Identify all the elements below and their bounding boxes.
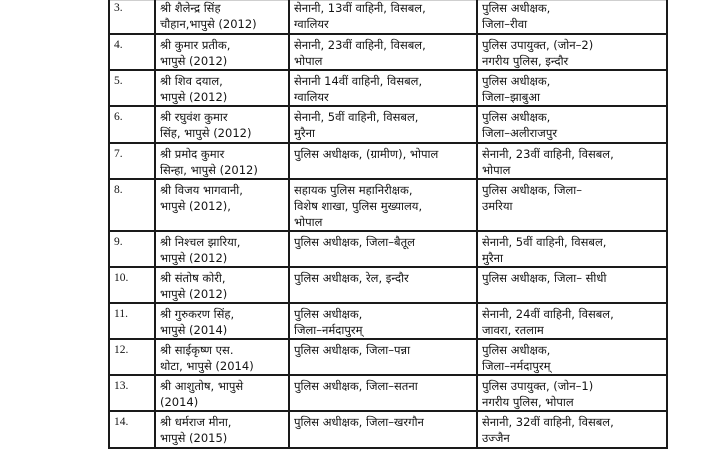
table-row: [109, 106, 667, 143]
current-posting-cell: [289, 267, 477, 303]
officer-name-line: चौहान,भापुसे (2012): [160, 17, 257, 31]
current-posting-line: पुलिस अधीक्षक, जिला–खरगौन: [294, 415, 424, 429]
officer-name-line: सिन्हा, भापुसे (2012): [160, 163, 258, 177]
new-posting-line: सेनानी, 5वीं वाहिनी, विसबल,: [482, 235, 607, 249]
officer-name-line: भापुसे (2012): [160, 90, 228, 104]
new-posting-line: जावरा, रतलाम: [482, 323, 544, 337]
new-posting-line: उज्जैन: [482, 431, 510, 445]
new-posting-line: जिला–अलीराजपुर: [482, 126, 558, 140]
serial-number: 8.: [109, 179, 155, 231]
new-posting-cell: [477, 411, 667, 448]
serial-number: 10.: [109, 267, 155, 303]
new-posting-line: उमरिया: [482, 199, 513, 213]
officer-name-line: श्री रघुवंश कुमार: [160, 110, 228, 124]
new-posting-line: मुरैना: [482, 251, 503, 265]
current-posting-line: सेनानी, 13वीं वाहिनी, विसबल,: [294, 1, 426, 15]
current-posting-line: सेनानी, 5वीं वाहिनी, विसबल,: [294, 110, 419, 124]
table-row: [109, 70, 667, 106]
transfer-table-body: [109, 0, 667, 448]
table-row: [109, 231, 667, 267]
new-posting-line: सेनानी, 24वीं वाहिनी, विसबल,: [482, 307, 614, 321]
new-posting-line: जिला–नर्मदापुरम्: [482, 359, 551, 373]
serial-number: 9.: [109, 231, 155, 267]
current-posting-cell: [289, 339, 477, 375]
current-posting-line: विशेष शाखा, पुलिस मुख्यालय,: [294, 199, 423, 213]
officer-name-cell: [155, 339, 289, 375]
current-posting-cell: [289, 106, 477, 143]
new-posting-line: भोपाल: [482, 163, 511, 177]
serial-number: 4.: [109, 34, 155, 70]
new-posting-line: नगरीय पुलिस, इन्दौर: [482, 54, 569, 68]
new-posting-cell: [477, 267, 667, 303]
serial-number: 5.: [109, 70, 155, 106]
current-posting-cell: [289, 143, 477, 179]
current-posting-cell: [289, 411, 477, 448]
officer-name-line: श्री आशुतोष, भापुसे: [160, 379, 244, 393]
officer-name-line: भापुसे (2015): [160, 431, 228, 445]
officer-name-line: सिंह, भापुसे (2012): [160, 126, 252, 140]
current-posting-line: पुलिस अधीक्षक, रेल, इन्दौर: [294, 271, 409, 285]
serial-number: 12.: [109, 339, 155, 375]
officer-name-line: श्री साईकृष्ण एस.: [160, 343, 234, 357]
current-posting-cell: [289, 0, 477, 34]
current-posting-cell: [289, 375, 477, 411]
current-posting-line: सेनानी, 23वीं वाहिनी, विसबल,: [294, 38, 426, 52]
serial-number: 6.: [109, 106, 155, 143]
new-posting-line: पुलिस उपायुक्त, (जोन–1): [482, 379, 594, 393]
current-posting-cell: [289, 70, 477, 106]
transfer-table: [108, 0, 668, 449]
current-posting-line: सेनानी 14वीं वाहिनी, विसबल,: [294, 74, 423, 88]
officer-name-cell: [155, 267, 289, 303]
current-posting-line: पुलिस अधीक्षक,: [294, 307, 363, 321]
current-posting-line: सहायक पुलिस महानिरीक्षक,: [294, 183, 413, 197]
current-posting-cell: [289, 231, 477, 267]
officer-name-line: श्री शिव दयाल,: [160, 74, 223, 88]
officer-name-cell: [155, 303, 289, 339]
new-posting-line: नगरीय पुलिस, भोपाल: [482, 395, 574, 409]
serial-number: 11.: [109, 303, 155, 339]
new-posting-line: जिला–झाबुआ: [482, 90, 541, 104]
table-row: [109, 375, 667, 411]
new-posting-line: सेनानी, 23वीं वाहिनी, विसबल,: [482, 147, 614, 161]
current-posting-line: ग्वालियर: [294, 90, 329, 104]
new-posting-cell: [477, 70, 667, 106]
officer-name-cell: [155, 70, 289, 106]
current-posting-line: भोपाल: [294, 54, 323, 68]
table-row: [109, 303, 667, 339]
officer-name-line: (2014): [160, 395, 199, 409]
officer-name-line: भापुसे (2014): [160, 323, 228, 337]
current-posting-line: मुरैना: [294, 126, 315, 140]
officer-name-cell: [155, 375, 289, 411]
officer-name-cell: [155, 143, 289, 179]
officer-name-cell: [155, 106, 289, 143]
new-posting-line: पुलिस अधीक्षक, जिला– सीधी: [482, 271, 607, 285]
officer-name-line: श्री धर्मराज मीना,: [160, 415, 232, 429]
officer-name-cell: [155, 179, 289, 231]
new-posting-line: पुलिस अधीक्षक,: [482, 74, 551, 88]
current-posting-cell: [289, 34, 477, 70]
table-row: [109, 143, 667, 179]
officer-name-line: भापुसे (2012): [160, 54, 228, 68]
current-posting-cell: [289, 303, 477, 339]
officer-name-line: श्री निश्चल झारिया,: [160, 235, 241, 249]
table-row: [109, 0, 667, 34]
current-posting-line: भोपाल: [294, 215, 323, 229]
new-posting-line: जिला–रीवा: [482, 17, 528, 31]
new-posting-cell: [477, 34, 667, 70]
officer-name-line: श्री संतोष कोरी,: [160, 271, 226, 285]
new-posting-line: सेनानी, 32वीं वाहिनी, विसबल,: [482, 415, 614, 429]
officer-name-line: भापुसे (2012): [160, 251, 228, 265]
table-row: [109, 339, 667, 375]
officer-name-line: श्री प्रमोद कुमार: [160, 147, 225, 161]
new-posting-cell: [477, 375, 667, 411]
officer-name-line: थोटा, भापुसे (2014): [160, 359, 254, 373]
table-row: [109, 267, 667, 303]
new-posting-line: पुलिस अधीक्षक, जिला–: [482, 183, 582, 197]
serial-number: 7.: [109, 143, 155, 179]
serial-number: 14.: [109, 411, 155, 448]
officer-name-line: श्री गुरुकरण सिंह,: [160, 307, 235, 321]
new-posting-cell: [477, 143, 667, 179]
current-posting-line: पुलिस अधीक्षक, जिला–सतना: [294, 379, 418, 393]
current-posting-line: जिला–नर्मदापुरम्: [294, 323, 363, 337]
officer-name-cell: [155, 411, 289, 448]
table-row: [109, 411, 667, 448]
officer-name-line: श्री कुमार प्रतीक,: [160, 38, 231, 52]
officer-name-line: भापुसे (2012),: [160, 199, 231, 213]
new-posting-line: पुलिस अधीक्षक,: [482, 1, 551, 15]
table-row: [109, 179, 667, 231]
new-posting-cell: [477, 339, 667, 375]
new-posting-line: पुलिस उपायुक्त, (जोन–2): [482, 38, 594, 52]
new-posting-cell: [477, 106, 667, 143]
current-posting-line: पुलिस अधीक्षक, (ग्रामीण), भोपाल: [294, 147, 439, 161]
new-posting-cell: [477, 303, 667, 339]
current-posting-line: ग्वालियर: [294, 17, 329, 31]
new-posting-cell: [477, 0, 667, 34]
officer-name-line: श्री शैलेन्द्र सिंह: [160, 1, 221, 15]
officer-name-cell: [155, 34, 289, 70]
current-posting-line: पुलिस अधीक्षक, जिला–पन्ना: [294, 343, 411, 357]
officer-name-cell: [155, 0, 289, 34]
current-posting-cell: [289, 179, 477, 231]
officer-name-cell: [155, 231, 289, 267]
current-posting-line: पुलिस अधीक्षक, जिला–बैतूल: [294, 235, 415, 249]
new-posting-line: पुलिस अधीक्षक,: [482, 343, 551, 357]
serial-number: 13.: [109, 375, 155, 411]
new-posting-cell: [477, 231, 667, 267]
officer-name-line: श्री विजय भागवानी,: [160, 183, 243, 197]
new-posting-line: पुलिस अधीक्षक,: [482, 110, 551, 124]
new-posting-cell: [477, 179, 667, 231]
officer-name-line: भापुसे (2012): [160, 287, 228, 301]
table-row: [109, 34, 667, 70]
serial-number: 3.: [109, 0, 155, 34]
